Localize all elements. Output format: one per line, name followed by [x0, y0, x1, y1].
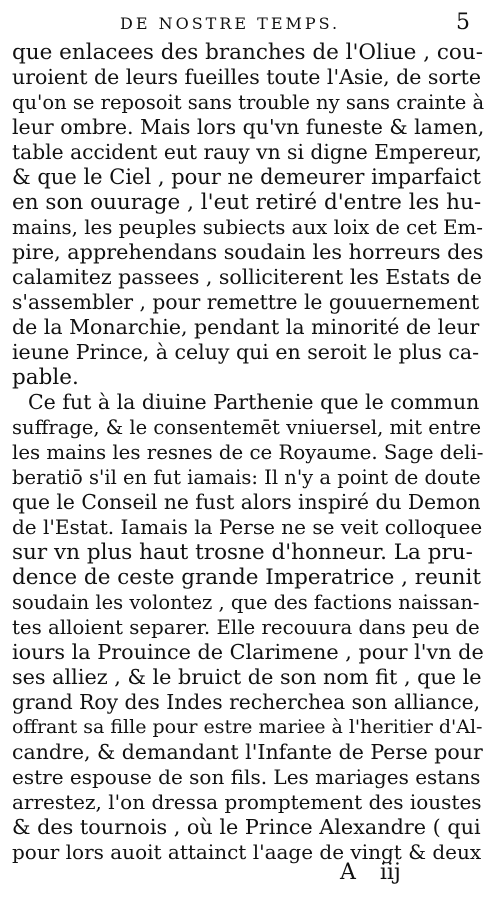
text-line: candre, & demandant l'Infante de Perse pour: [12, 740, 483, 764]
text-line: mains, les peuples subiects aux loix de cet Em-: [12, 216, 483, 239]
text-line: ieune Prince, à celuy qui en seroit le plus ca-: [12, 340, 480, 364]
text-line: dence de ceste grande Imperatrice , reunit: [12, 565, 482, 590]
text-line: s'assembler , pour remettre le gouuernement: [12, 290, 480, 314]
text-line: leur ombre. Mais lors qu'vn funeste & lamen,: [12, 115, 485, 139]
text-line: qu'on se reposoit sans trouble ny sans crainte à: [12, 91, 485, 114]
text-line: que enlacees des branches de l'Oliue , cou-: [12, 40, 483, 65]
text-line: pable.: [12, 365, 79, 390]
running-title: DE NOSTRE TEMPS.: [120, 14, 341, 33]
text-line: pour lors auoit attainct l'aage de vingt & deux: [12, 840, 482, 864]
text-line: offrant sa fille pour estre mariee à l'heritier d'Al-: [12, 716, 483, 738]
text-line: Ce fut à la diuine Parthenie que le commun: [28, 390, 480, 414]
page-number: 5: [456, 10, 470, 35]
text-line: que le Conseil ne fust alors inspiré du Demon: [12, 490, 481, 514]
text-line: tes alloient separer. Elle recouura dans peu de: [12, 616, 480, 639]
text-line: grand Roy des Indes recherchea son alliance,: [12, 690, 481, 714]
text-line: les mains les resnes de ce Royaume. Sage deli-: [12, 441, 484, 464]
running-head: [0, 6, 500, 40]
text-line: iours la Prouince de Clarimene , pour l'vn de: [12, 640, 484, 664]
text-line: uroient de leurs fueilles toute l'Asie, de sorte: [12, 65, 481, 89]
text-line: beratiō s'il en fut iamais: Il n'y a point de doute: [12, 466, 481, 489]
signature-folio: iij: [379, 860, 401, 885]
signature-mark: [340, 860, 401, 885]
text-line: & des tournois , où le Prince Alexandre ( qui: [12, 815, 481, 839]
text-line: arrestez, l'on dressa promptement des ioustes: [12, 790, 482, 814]
text-line: sur vn plus haut trosne d'honneur. La pru-: [12, 540, 473, 565]
text-line: suffrage, & le consentemēt vniuersel, mit entre: [12, 416, 482, 439]
text-line: ses alliez , & le bruict de son nom fit , que le: [12, 665, 482, 689]
text-line: estre espouse de son fils. Les mariages estans: [12, 765, 481, 789]
text-line: de l'Estat. Iamais la Perse ne se veit colloquee: [12, 515, 483, 539]
text-line: calamitez passees , solliciterent les Estats de: [12, 265, 482, 289]
text-line: & que le Ciel , pour ne demeurer imparfaict: [12, 165, 481, 189]
text-line: en son ouurage , l'eut retiré d'entre les hu-: [12, 190, 482, 215]
text-line: de la Monarchie, pendant la minorité de leur: [12, 315, 480, 339]
signature-letter: A: [340, 860, 356, 885]
text-line: soudain les volontez , que des factions naissan-: [12, 591, 480, 614]
text-line: table accident eut rauy vn si digne Empereur,: [12, 140, 482, 164]
text-line: pire, apprehendans soudain les horreurs des: [12, 240, 484, 264]
